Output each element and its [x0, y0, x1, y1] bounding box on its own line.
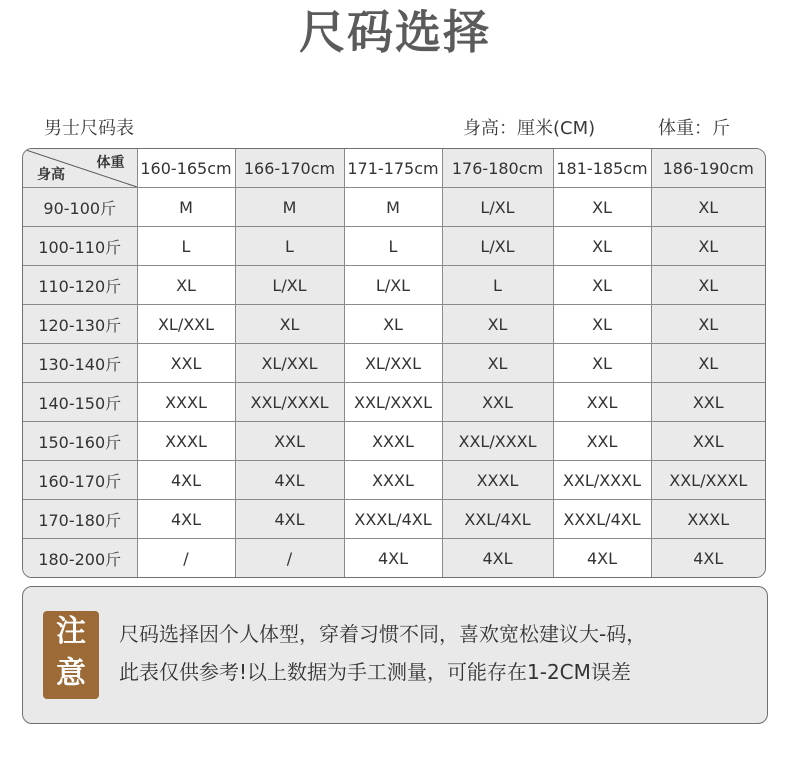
corner-weight-label: 体重: [96, 155, 125, 171]
size-cell: XXL: [651, 422, 765, 461]
corner-height-label: 身高: [37, 167, 65, 183]
size-cell: L/XL: [235, 266, 344, 305]
size-cell: XXL/XXXL: [651, 461, 765, 500]
size-cell: XL/XXL: [137, 305, 235, 344]
size-cell: L/XL: [344, 266, 442, 305]
size-cell: XL: [553, 266, 651, 305]
size-cell: XXL/XXXL: [553, 461, 651, 500]
size-cell: XL: [553, 344, 651, 383]
size-cell: XXL: [651, 383, 765, 422]
size-cell: XL: [235, 305, 344, 344]
table-name: 男士尺码表: [44, 118, 134, 139]
column-header: 166-170cm: [235, 149, 344, 188]
table-row: [23, 422, 765, 461]
size-cell: XXXL: [344, 461, 442, 500]
size-cell: XXL/XXXL: [344, 383, 442, 422]
row-header: 140-150斤: [23, 383, 137, 422]
column-header: 160-165cm: [137, 149, 235, 188]
table-row: [23, 383, 765, 422]
notice-line: 尺码选择因个人体型，穿着习惯不同，喜欢宽松建议大-码，: [119, 622, 647, 646]
size-cell: L/XL: [442, 188, 553, 227]
size-cell: L: [442, 266, 553, 305]
notice-line: 此表仅供参考!以上数据为手工测量，可能存在1-2CM误差: [119, 660, 631, 684]
column-header: 171-175cm: [344, 149, 442, 188]
size-cell: XL: [553, 305, 651, 344]
row-header: 100-110斤: [23, 227, 137, 266]
size-cell: L: [235, 227, 344, 266]
size-cell: L/XL: [442, 227, 553, 266]
badge-char: 注: [56, 614, 86, 649]
size-cell: XXXL/4XL: [553, 500, 651, 539]
column-header: 181-185cm: [553, 149, 651, 188]
row-header: 150-160斤: [23, 422, 137, 461]
size-cell: XXL/XXXL: [442, 422, 553, 461]
corner-cell: [23, 149, 137, 188]
size-cell: XXXL: [442, 461, 553, 500]
size-cell: 4XL: [553, 539, 651, 578]
table-row: [23, 188, 765, 227]
size-cell: 4XL: [442, 539, 553, 578]
size-cell: XL/XXL: [235, 344, 344, 383]
size-cell: 4XL: [235, 500, 344, 539]
row-header: 160-170斤: [23, 461, 137, 500]
size-cell: XXXL/4XL: [344, 500, 442, 539]
size-cell: M: [137, 188, 235, 227]
size-cell: XL: [651, 344, 765, 383]
size-cell: 4XL: [235, 461, 344, 500]
height-unit-label: 身高：厘米(CM): [463, 118, 596, 139]
size-cell: XXL/XXXL: [235, 383, 344, 422]
size-cell: XL: [553, 188, 651, 227]
size-cell: XXXL: [137, 383, 235, 422]
table-row: [23, 500, 765, 539]
header-row: [23, 149, 765, 188]
size-cell: XXL: [553, 383, 651, 422]
size-cell: /: [235, 539, 344, 578]
size-chart-table: [22, 148, 766, 578]
size-cell: 4XL: [137, 461, 235, 500]
row-header: 90-100斤: [23, 188, 137, 227]
column-header: 186-190cm: [651, 149, 765, 188]
table-row: [23, 344, 765, 383]
table-meta: [22, 114, 768, 144]
table-row: [23, 539, 765, 578]
size-cell: 4XL: [651, 539, 765, 578]
table-row: [23, 227, 765, 266]
size-cell: XXL: [553, 422, 651, 461]
size-cell: /: [137, 539, 235, 578]
notice-text: [119, 615, 759, 691]
size-cell: XXL: [442, 383, 553, 422]
size-cell: XL: [553, 227, 651, 266]
size-cell: XL: [651, 227, 765, 266]
size-cell: XXL: [235, 422, 344, 461]
size-cell: XL: [651, 305, 765, 344]
badge-char: 意: [56, 656, 86, 691]
size-cell: M: [344, 188, 442, 227]
page-title: 尺码选择: [299, 5, 491, 59]
size-cell: XXL: [137, 344, 235, 383]
row-header: 180-200斤: [23, 539, 137, 578]
size-cell: XL: [344, 305, 442, 344]
notice-badge: [43, 611, 99, 699]
column-header: 176-180cm: [442, 149, 553, 188]
size-cell: L: [137, 227, 235, 266]
row-header: 110-120斤: [23, 266, 137, 305]
size-cell: XXXL: [344, 422, 442, 461]
size-cell: XL: [651, 266, 765, 305]
size-cell: XL: [442, 344, 553, 383]
size-cell: XL/XXL: [344, 344, 442, 383]
size-cell: XL: [137, 266, 235, 305]
size-cell: XL: [442, 305, 553, 344]
size-cell: M: [235, 188, 344, 227]
row-header: 170-180斤: [23, 500, 137, 539]
size-cell: XXXL: [651, 500, 765, 539]
row-header: 130-140斤: [23, 344, 137, 383]
notice-box: [22, 586, 768, 724]
size-cell: L: [344, 227, 442, 266]
table-row: [23, 266, 765, 305]
size-cell: XL: [651, 188, 765, 227]
table-row: [23, 461, 765, 500]
weight-unit-label: 体重：斤: [658, 118, 730, 139]
size-cell: 4XL: [137, 500, 235, 539]
size-cell: 4XL: [344, 539, 442, 578]
size-cell: XXL/4XL: [442, 500, 553, 539]
row-header: 120-130斤: [23, 305, 137, 344]
size-cell: XXXL: [137, 422, 235, 461]
table-row: [23, 305, 765, 344]
